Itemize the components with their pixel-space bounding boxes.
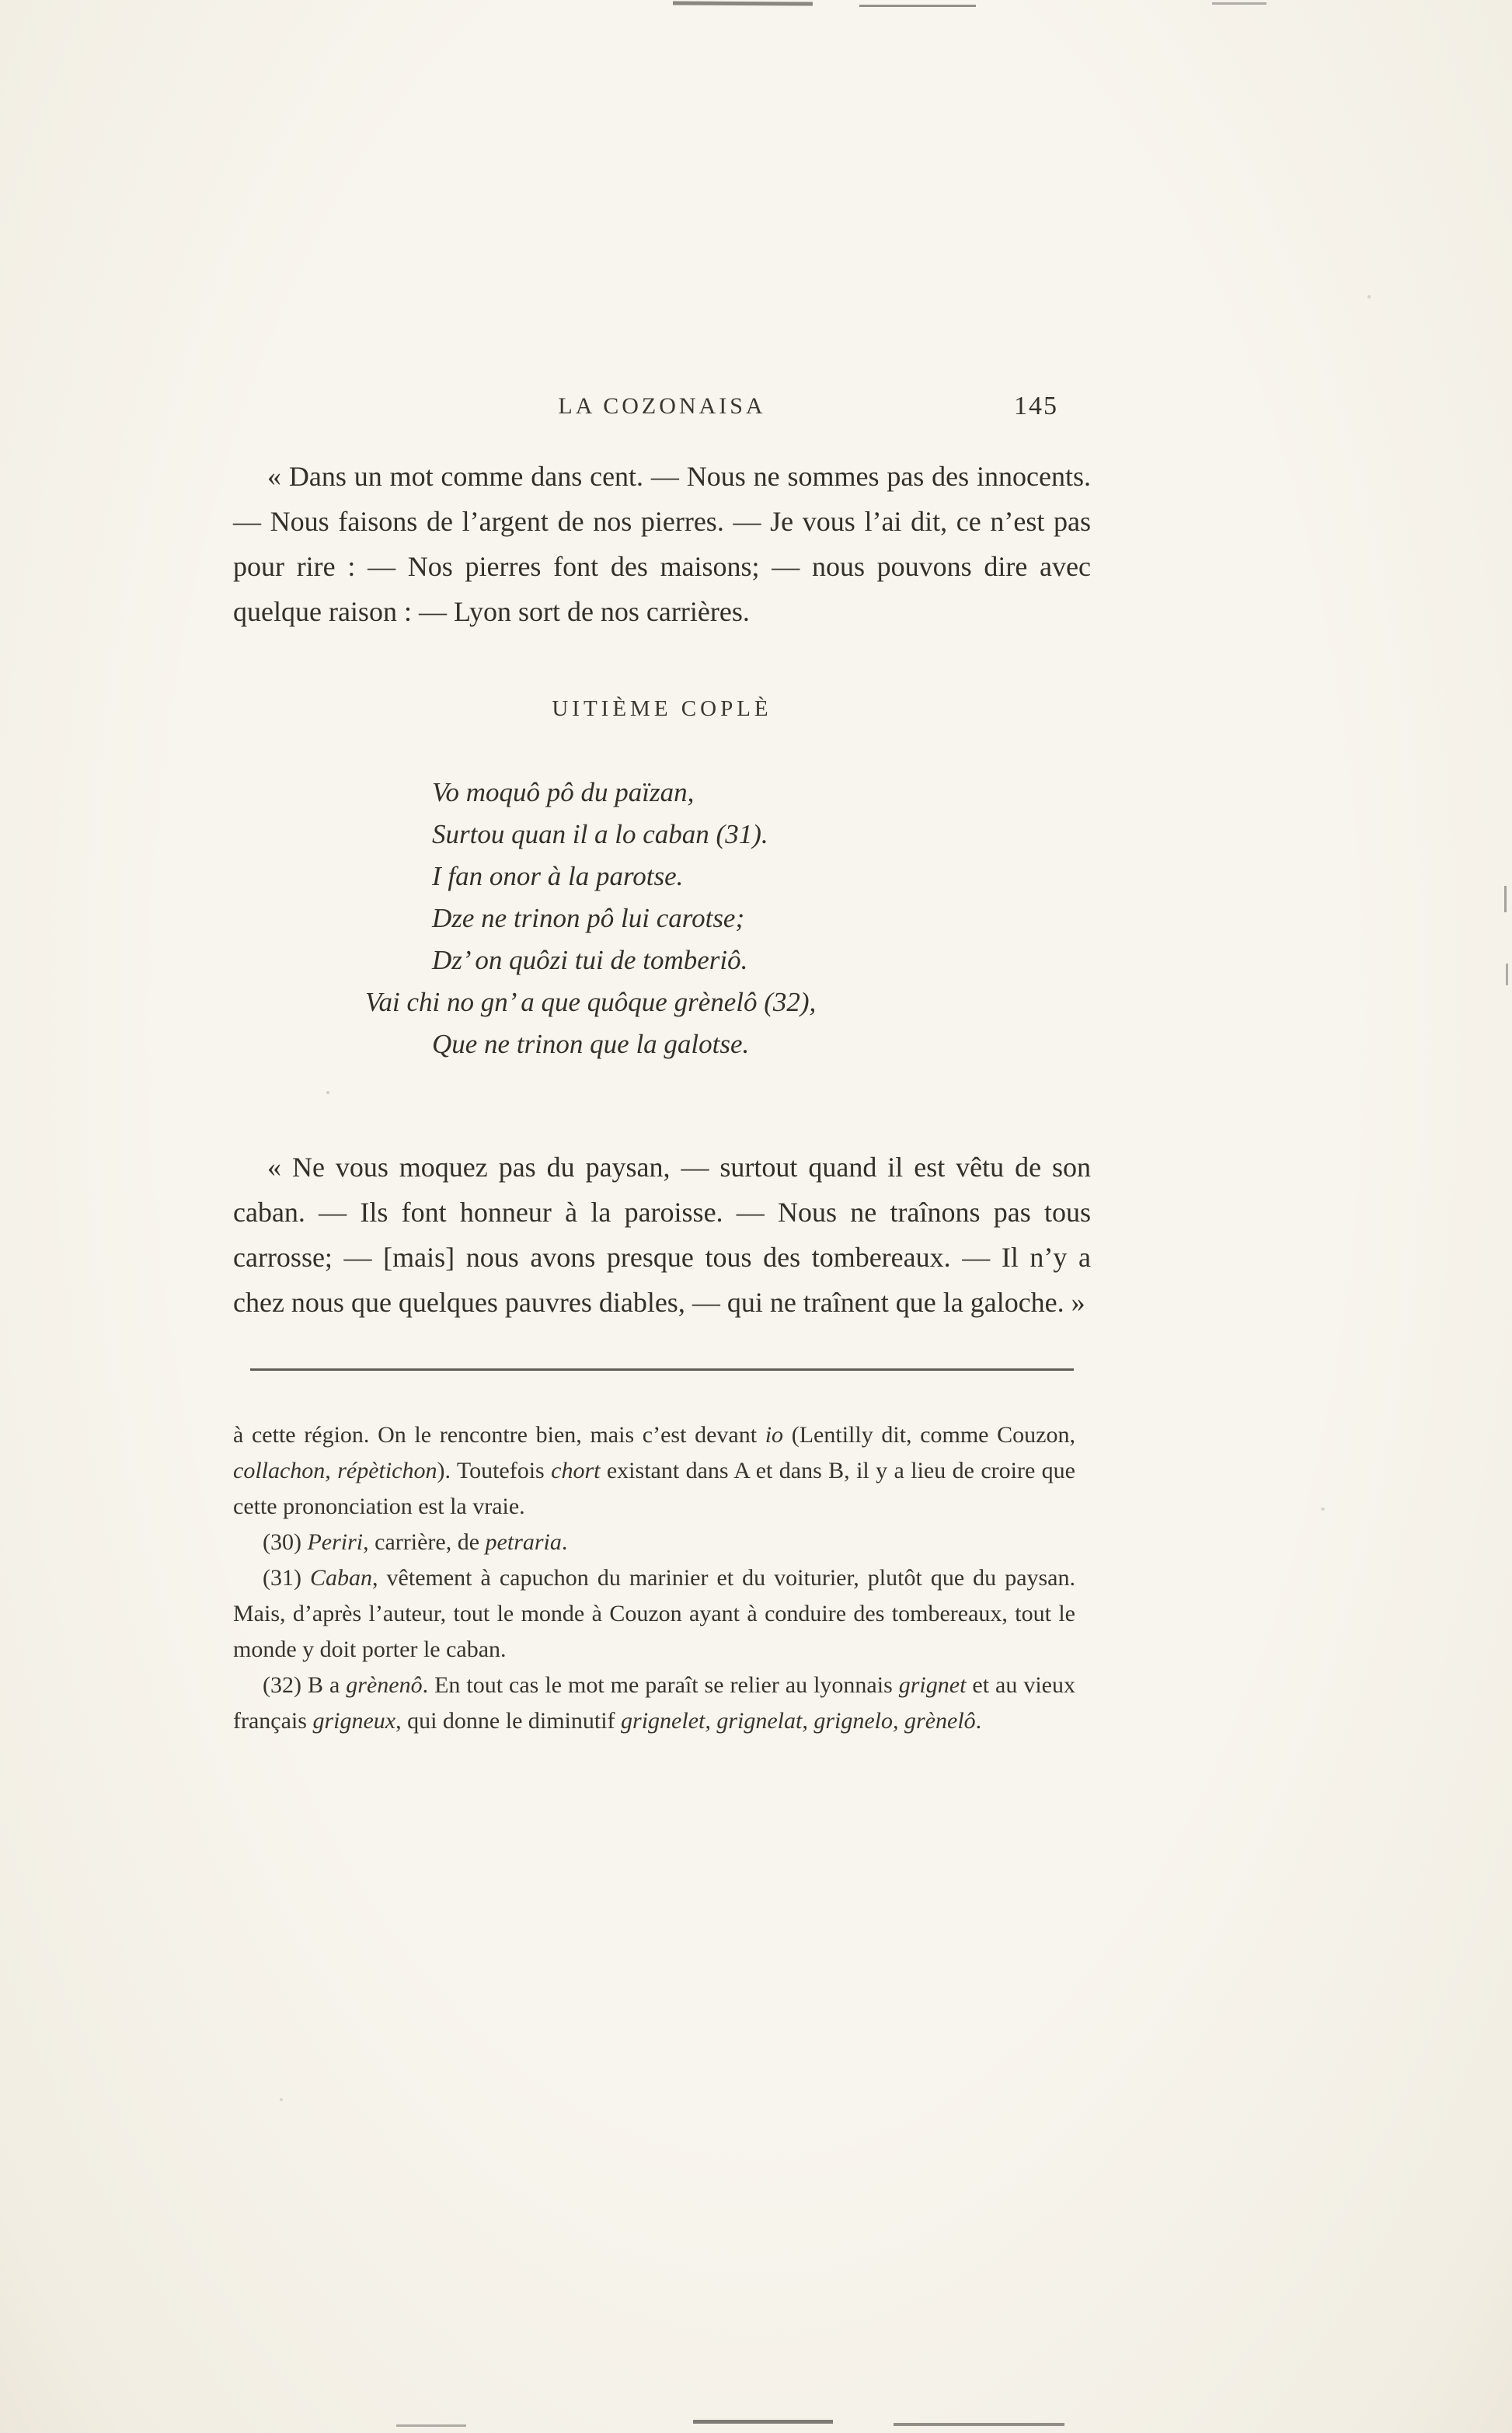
verse-line: I fan onor à la parotse.	[432, 861, 684, 891]
scan-artifact	[1212, 2, 1266, 5]
verse-line: Surtou quan il a lo caban (31).	[432, 819, 768, 849]
scan-speck	[1367, 295, 1371, 298]
footnote-paragraph: (31) Caban, vêtement à capuchon du marinier et du voiturier, plutôt que du paysan. Mais, d’après l’auteur, tout le monde à Couzon ayant à conduire des tombereaux, tout le monde y doit porter le caban.	[233, 1565, 1075, 1662]
section-heading: UITIÈME COPLÈ	[552, 696, 772, 721]
paragraph-translation-8: « Ne vous moquez pas du paysan, — surtout quand il est vêtu de son caban. — Ils font honneur à la paroisse. — Nous ne traînons pas tous carrosse; — [mais] nous avons presque tous des tombereaux. — Il n’y a chez nous que quelques pauvres diables, — qui ne traînent que la galoche. »	[233, 1152, 1091, 1318]
scan-artifact	[1506, 964, 1508, 985]
page-header	[233, 393, 1091, 427]
scan-artifact	[1504, 886, 1507, 912]
verse-line: Vo moquô pô du païzan,	[432, 777, 695, 807]
running-title: LA COZONAISA	[558, 393, 766, 419]
page-content	[233, 393, 1091, 1739]
verse-line: Vai chi no gn’ a que quôque grènelô (32),	[365, 987, 817, 1017]
footnote-paragraph: (32) B a grènenô. En tout cas le mot me paraît se relier au lyonnais grignet et au vieux français grigneux, qui donne le diminutif grignelet, grignelat, grignelo, grènelô.	[233, 1672, 1075, 1734]
scan-speck	[1321, 1508, 1325, 1511]
verse-line: Dze ne trinon pô lui carotse;	[432, 903, 745, 933]
footnote-paragraph: à cette région. On le rencontre bien, mais c’est devant io (Lentilly dit, comme Couzon, collachon, répètichon). Toutefois chort existant dans A et dans B, il y a lieu de croire que cette prononciation est la vraie.	[233, 1422, 1076, 1519]
footnotes-block	[233, 1417, 1075, 1739]
scan-artifact	[894, 2423, 1064, 2426]
footnote-paragraph: (30) Periri, carrière, de petraria.	[263, 1529, 568, 1555]
verse-block	[365, 772, 1091, 1065]
scan-speck	[280, 2098, 283, 2101]
verse-line: Que ne trinon que la galotse.	[432, 1029, 750, 1059]
scan-artifact	[396, 2424, 466, 2427]
footnote-separator	[250, 1368, 1074, 1371]
scan-artifact	[693, 2420, 833, 2424]
paragraph-translation-7: « Dans un mot comme dans cent. — Nous ne sommes pas des innocents. — Nous faisons de l’argent de nos pierres. — Je vous l’ai dit, ce n’est pas pour rire : — Nos pierres font des maisons; — nous pouvons dire avec quelque raison : — Lyon sort de nos carrières.	[233, 461, 1091, 627]
scan-artifact	[673, 2, 813, 6]
scan-artifact	[859, 5, 976, 7]
verse-line: Dz’ on quôzi tui de tomberiô.	[432, 945, 748, 975]
page-number: 145	[1014, 392, 1058, 420]
